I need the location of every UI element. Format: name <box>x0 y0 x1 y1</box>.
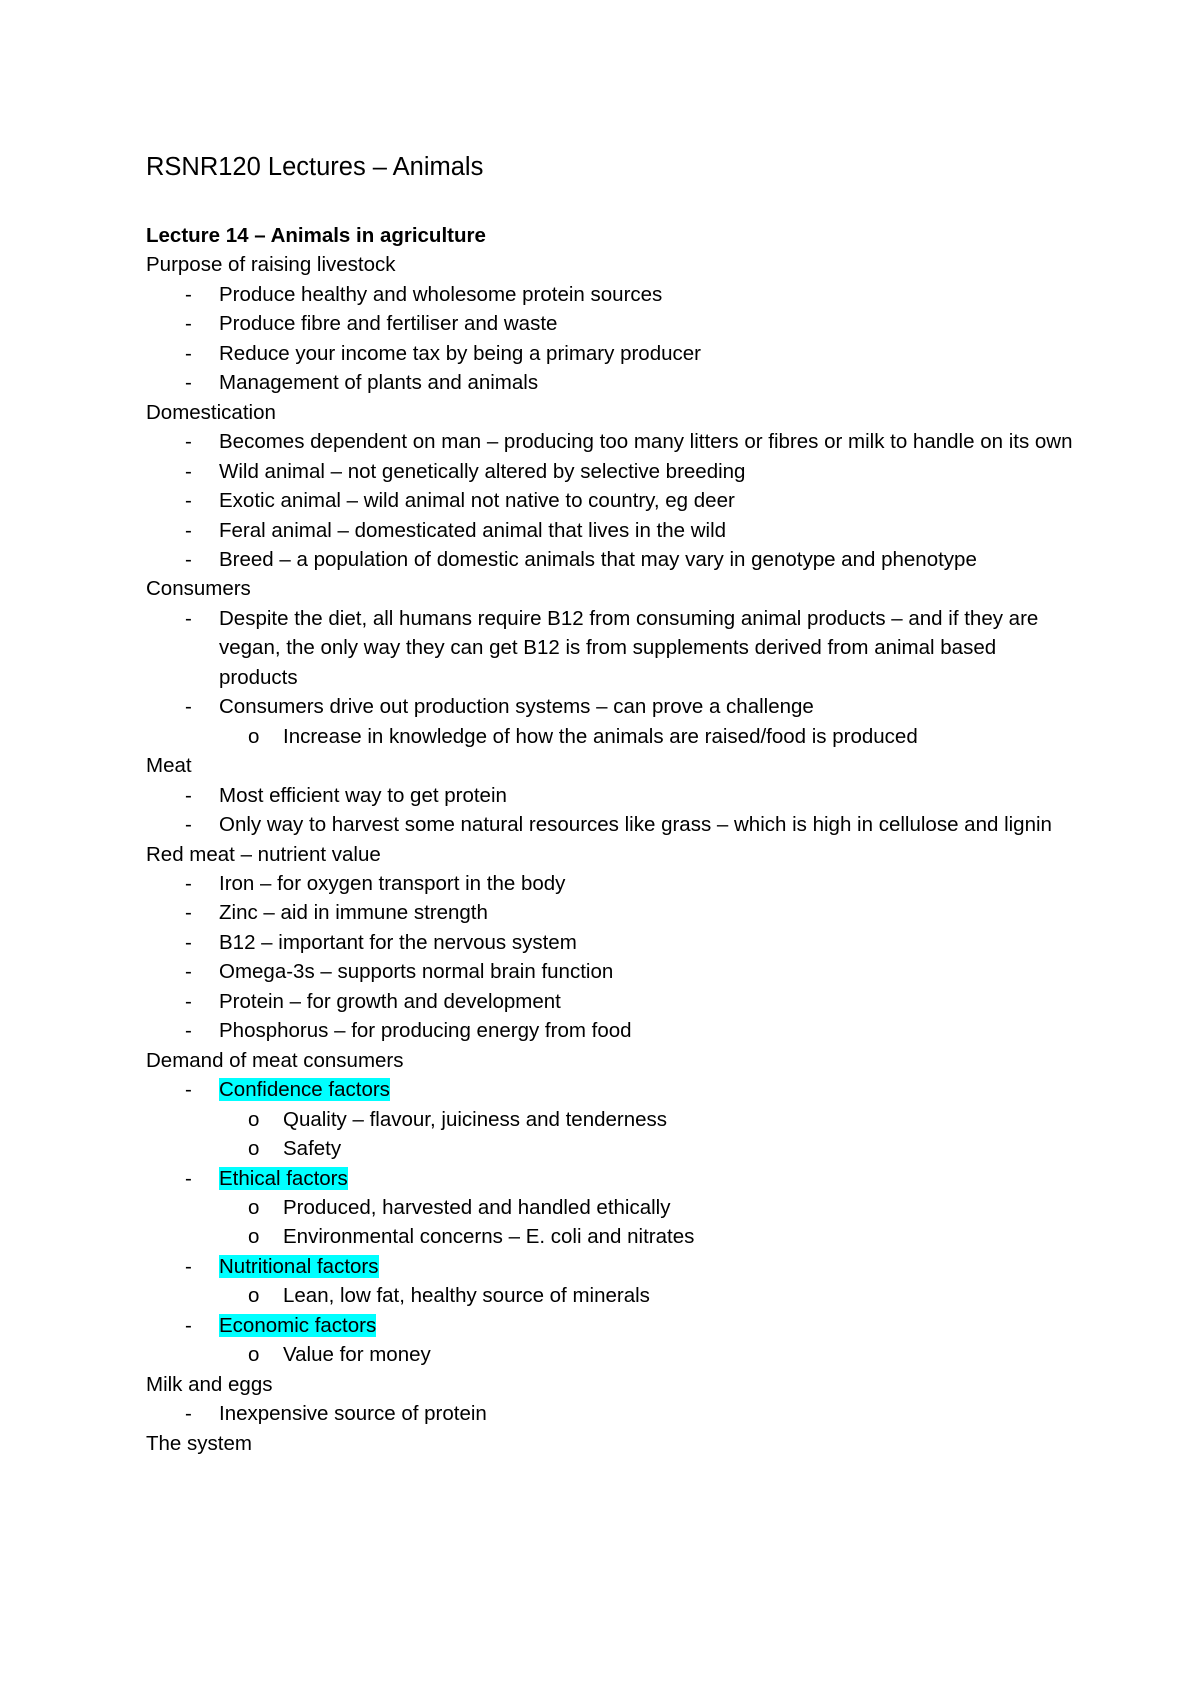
dash-bullet-marker: - <box>185 371 192 395</box>
line-text: Inexpensive source of protein <box>219 1402 487 1426</box>
spacer <box>146 184 1076 221</box>
line-text: Omega-3s – supports normal brain function <box>219 960 614 984</box>
sub-bullet-item <box>146 1281 1076 1310</box>
highlighted-text: Confidence factors <box>219 1078 390 1102</box>
notes-list <box>146 250 1076 1458</box>
bullet-item <box>146 1311 1076 1340</box>
highlighted-text: Economic factors <box>219 1313 377 1337</box>
bullet-item <box>146 781 1076 810</box>
lecture-heading: Lecture 14 – Animals in agriculture <box>146 224 486 247</box>
dash-bullet-marker: - <box>185 459 192 483</box>
line-text: Breed – a population of domestic animals that may vary in genotype and phenotype <box>219 547 977 571</box>
circle-bullet-marker: o <box>248 1107 260 1131</box>
dash-bullet-marker: - <box>185 989 192 1013</box>
line-text: Milk and eggs <box>146 1372 273 1396</box>
line-text: Environmental concerns – E. coli and nitrates <box>283 1225 695 1249</box>
section-heading <box>146 1370 1076 1399</box>
line-text: Produce fibre and fertiliser and waste <box>219 312 558 336</box>
line-text: Wild animal – not genetically altered by selective breeding <box>219 459 746 483</box>
bullet-item <box>146 368 1076 397</box>
line-text: Zinc – aid in immune strength <box>219 901 488 925</box>
bullet-item <box>146 1164 1076 1193</box>
bullet-item <box>146 692 1076 721</box>
line-text: Red meat – nutrient value <box>146 842 381 866</box>
bullet-item <box>146 457 1076 486</box>
bullet-item <box>146 280 1076 309</box>
line-text: Safety <box>283 1137 342 1161</box>
line-text: B12 – important for the nervous system <box>219 930 577 954</box>
section-heading <box>146 1429 1076 1458</box>
bullet-item <box>146 427 1076 456</box>
section-heading <box>146 840 1076 869</box>
line-text: Reduce your income tax by being a primary producer <box>219 341 701 365</box>
bullet-item <box>146 516 1076 545</box>
line-text: Management of plants and animals <box>219 371 539 395</box>
dash-bullet-marker: - <box>185 1019 192 1043</box>
bullet-item <box>146 1252 1076 1281</box>
sub-bullet-item <box>146 1105 1076 1134</box>
bullet-item <box>146 309 1076 338</box>
circle-bullet-marker: o <box>248 1284 260 1308</box>
dash-bullet-marker: - <box>185 1313 192 1337</box>
sub-bullet-item <box>146 722 1076 751</box>
line-text: Consumers <box>146 577 251 601</box>
line-text: Consumers drive out production systems – can prove a challenge <box>219 695 814 719</box>
line-text: Feral animal – domesticated animal that lives in the wild <box>219 518 727 542</box>
dash-bullet-marker: - <box>185 813 192 837</box>
dash-bullet-marker: - <box>185 518 192 542</box>
dash-bullet-marker: - <box>185 1166 192 1190</box>
document-title: RSNR120 Lectures – Animals <box>146 153 484 181</box>
dash-bullet-marker: - <box>185 312 192 336</box>
bullet-item <box>146 957 1076 986</box>
document-body <box>146 150 1076 1458</box>
circle-bullet-marker: o <box>248 1195 260 1219</box>
dash-bullet-marker: - <box>185 960 192 984</box>
bullet-item <box>146 1075 1076 1104</box>
dash-bullet-marker: - <box>185 1078 192 1102</box>
section-heading <box>146 1046 1076 1075</box>
sub-bullet-item <box>146 1134 1076 1163</box>
sub-bullet-item <box>146 1222 1076 1251</box>
line-text: Despite the diet, all humans require B12 from consuming animal products – and if they are vegan, the only way they can get B12 is from supplements derived from animal based products <box>219 606 1039 689</box>
line-text: Protein – for growth and development <box>219 989 561 1013</box>
dash-bullet-marker: - <box>185 282 192 306</box>
sub-bullet-item <box>146 1193 1076 1222</box>
line-text: Produce healthy and wholesome protein sources <box>219 282 663 306</box>
line-text: Lean, low fat, healthy source of minerals <box>283 1284 650 1308</box>
sub-bullet-item <box>146 1340 1076 1369</box>
bullet-item <box>146 810 1076 839</box>
section-heading <box>146 250 1076 279</box>
bullet-item <box>146 898 1076 927</box>
line-text: Demand of meat consumers <box>146 1048 404 1072</box>
dash-bullet-marker: - <box>185 930 192 954</box>
section-heading <box>146 398 1076 427</box>
bullet-item <box>146 545 1076 574</box>
circle-bullet-marker: o <box>248 1343 260 1367</box>
bullet-item <box>146 339 1076 368</box>
bullet-item <box>146 928 1076 957</box>
dash-bullet-marker: - <box>185 606 192 630</box>
line-text: Domestication <box>146 400 276 424</box>
bullet-item <box>146 604 1076 692</box>
line-text: Phosphorus – for producing energy from food <box>219 1019 632 1043</box>
line-text: Only way to harvest some natural resources like grass – which is high in cellulose and lignin <box>219 813 1052 837</box>
section-heading <box>146 751 1076 780</box>
line-text: Produced, harvested and handled ethically <box>283 1195 671 1219</box>
line-text: Becomes dependent on man – producing too many litters or fibres or milk to handle on its own <box>219 430 1073 454</box>
section-heading <box>146 574 1076 603</box>
circle-bullet-marker: o <box>248 724 260 748</box>
bullet-item <box>146 869 1076 898</box>
dash-bullet-marker: - <box>185 695 192 719</box>
dash-bullet-marker: - <box>185 489 192 513</box>
dash-bullet-marker: - <box>185 871 192 895</box>
line-text: Purpose of raising livestock <box>146 253 396 277</box>
dash-bullet-marker: - <box>185 341 192 365</box>
highlighted-text: Ethical factors <box>219 1166 348 1190</box>
dash-bullet-marker: - <box>185 901 192 925</box>
bullet-item <box>146 1399 1076 1428</box>
bullet-item <box>146 987 1076 1016</box>
dash-bullet-marker: - <box>185 783 192 807</box>
line-text: The system <box>146 1431 252 1455</box>
highlighted-text: Nutritional factors <box>219 1254 379 1278</box>
line-text: Most efficient way to get protein <box>219 783 507 807</box>
line-text: Quality – flavour, juiciness and tenderness <box>283 1107 668 1131</box>
bullet-item <box>146 1016 1076 1045</box>
line-text: Value for money <box>283 1343 431 1367</box>
dash-bullet-marker: - <box>185 547 192 571</box>
dash-bullet-marker: - <box>185 1402 192 1426</box>
line-text: Meat <box>146 754 192 778</box>
line-text: Exotic animal – wild animal not native to country, eg deer <box>219 489 735 513</box>
circle-bullet-marker: o <box>248 1137 260 1161</box>
circle-bullet-marker: o <box>248 1225 260 1249</box>
line-text: Increase in knowledge of how the animals are raised/food is produced <box>283 724 918 748</box>
dash-bullet-marker: - <box>185 1254 192 1278</box>
dash-bullet-marker: - <box>185 430 192 454</box>
line-text: Iron – for oxygen transport in the body <box>219 871 566 895</box>
bullet-item <box>146 486 1076 515</box>
